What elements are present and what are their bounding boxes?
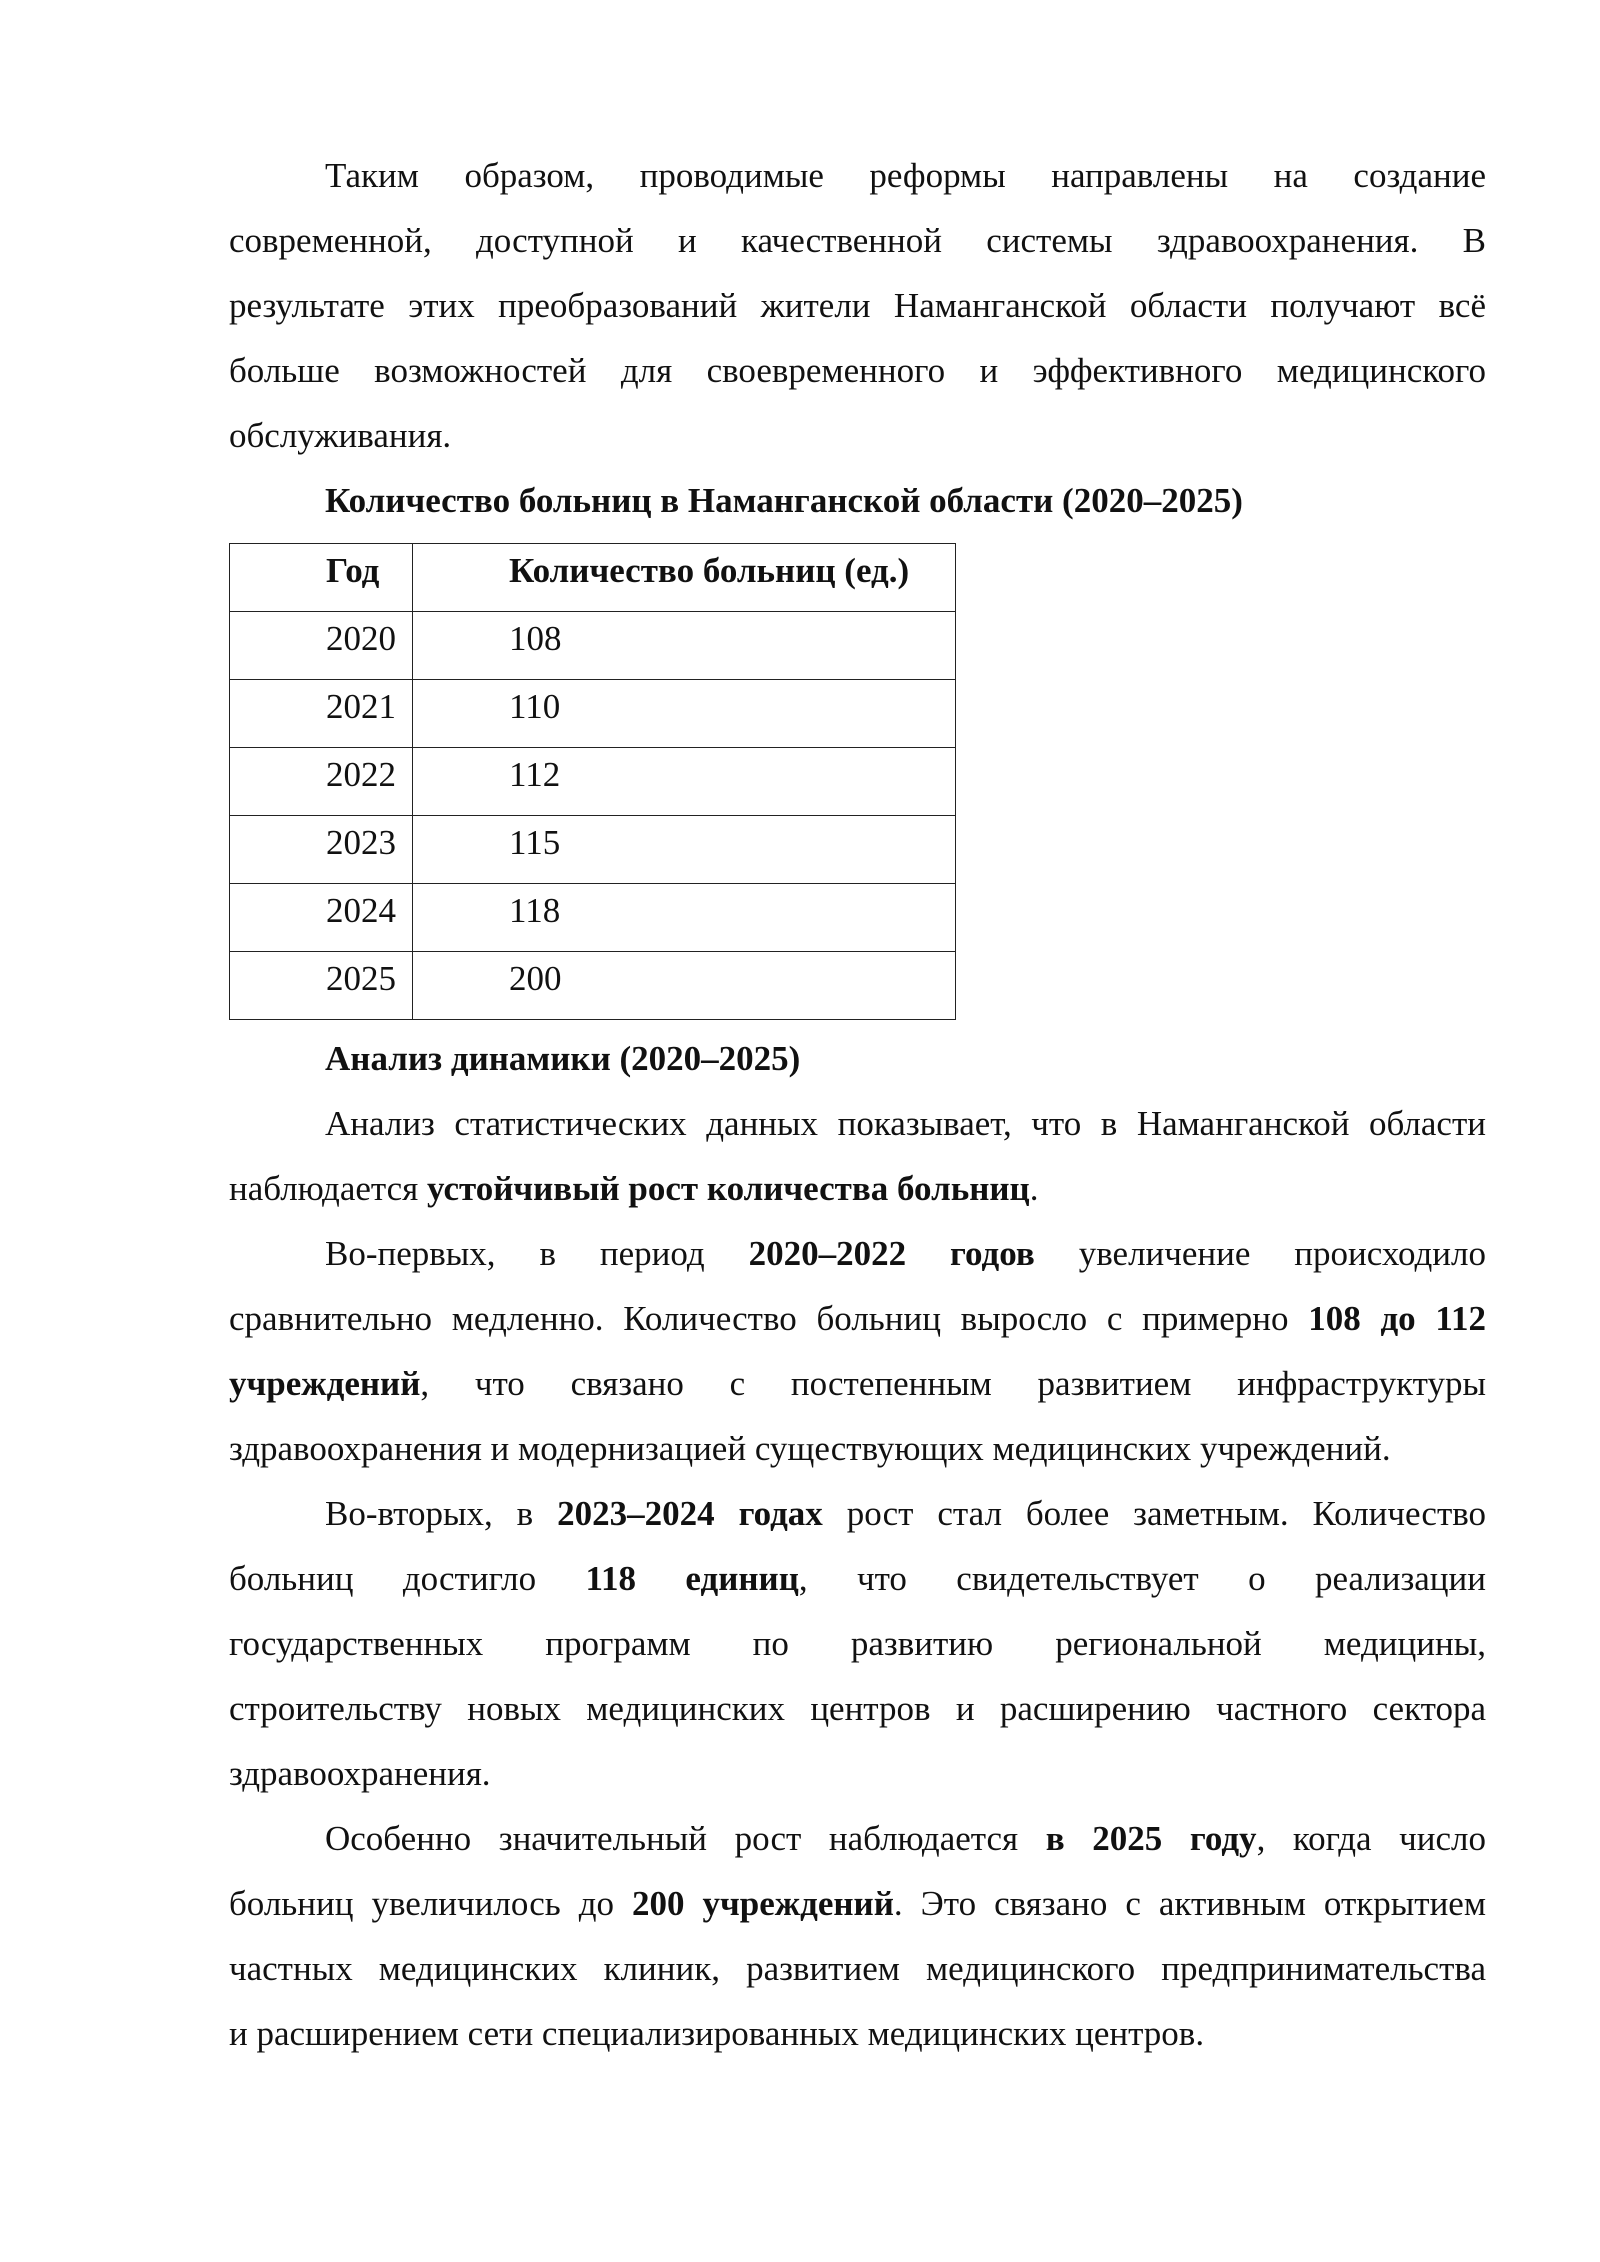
analysis-paragraph-3 bbox=[229, 1481, 1486, 1806]
p2-line-4: здравоохранения и модернизацией существующих медицинских учреждений. bbox=[229, 1429, 1391, 1468]
hospitals-table bbox=[229, 543, 956, 1020]
cell-count: 115 bbox=[413, 816, 956, 884]
p2-line-2: сравнительно медленно. Количество больниц выросло с примерно 108 до 112 bbox=[229, 1299, 1486, 1338]
cell-year: 2021 bbox=[230, 680, 413, 748]
p4-line-2: больниц увеличилось до 200 учреждений. Это связано с активным открытием bbox=[229, 1884, 1486, 1923]
table-row bbox=[230, 952, 956, 1020]
p3-line-4: строительству новых медицинских центров и расширению частного сектора bbox=[229, 1689, 1486, 1728]
p3-line-5: здравоохранения. bbox=[229, 1754, 491, 1793]
p2-line-1: Во-первых, в период 2020–2022 годов увеличение происходило bbox=[325, 1234, 1487, 1273]
analysis-paragraph-4 bbox=[229, 1806, 1486, 2066]
cell-count: 118 bbox=[413, 884, 956, 952]
cell-year: 2022 bbox=[230, 748, 413, 816]
p2-line-3: учреждений, что связано с постепенным развитием инфраструктуры bbox=[229, 1364, 1486, 1403]
analysis-heading: Анализ динамики (2020–2025) bbox=[325, 1039, 801, 1078]
header-year: Год bbox=[230, 544, 413, 612]
p1-line-2: наблюдается устойчивый рост количества больниц. bbox=[229, 1169, 1039, 1208]
table-row bbox=[230, 816, 956, 884]
analysis-paragraph-1 bbox=[229, 1091, 1486, 1221]
cell-year: 2024 bbox=[230, 884, 413, 952]
cell-count: 108 bbox=[413, 612, 956, 680]
p3-line-3: государственных программ по развитию региональной медицины, bbox=[229, 1624, 1486, 1663]
cell-year: 2020 bbox=[230, 612, 413, 680]
p1-line-1: Анализ статистических данных показывает, что в Наманганской области bbox=[325, 1104, 1486, 1143]
p4-line-1: Особенно значительный рост наблюдается в 2025 году, когда число bbox=[325, 1819, 1487, 1858]
intro-line-5: обслуживания. bbox=[229, 416, 452, 455]
analysis-paragraph-2 bbox=[229, 1221, 1486, 1481]
header-count: Количество больниц (ед.) bbox=[413, 544, 956, 612]
cell-year: 2025 bbox=[230, 952, 413, 1020]
cell-year: 2023 bbox=[230, 816, 413, 884]
table-row bbox=[230, 680, 956, 748]
table-row bbox=[230, 612, 956, 680]
p3-line-1: Во-вторых, в 2023–2024 годах рост стал более заметным. Количество bbox=[325, 1494, 1487, 1533]
table-row bbox=[230, 884, 956, 952]
table-row bbox=[230, 748, 956, 816]
intro-line-3: результате этих преобразований жители Наманганской области получают всё bbox=[229, 286, 1486, 325]
p4-line-4: и расширением сети специализированных медицинских центров. bbox=[229, 2014, 1205, 2053]
table-title: Количество больниц в Наманганской области (2020–2025) bbox=[325, 481, 1243, 520]
p3-line-2: больниц достигло 118 единиц, что свидетельствует о реализации bbox=[229, 1559, 1486, 1598]
p4-line-3: частных медицинских клиник, развитием медицинского предпринимательства bbox=[229, 1949, 1486, 1988]
intro-line-1: Таким образом, проводимые реформы направлены на создание bbox=[325, 156, 1486, 195]
intro-line-4: больше возможностей для своевременного и эффективного медицинского bbox=[229, 351, 1486, 390]
table-header-row bbox=[230, 544, 956, 612]
intro-paragraph bbox=[229, 143, 1486, 468]
cell-count: 110 bbox=[413, 680, 956, 748]
cell-count: 112 bbox=[413, 748, 956, 816]
cell-count: 200 bbox=[413, 952, 956, 1020]
intro-line-2: современной, доступной и качественной системы здравоохранения. В bbox=[229, 221, 1486, 260]
